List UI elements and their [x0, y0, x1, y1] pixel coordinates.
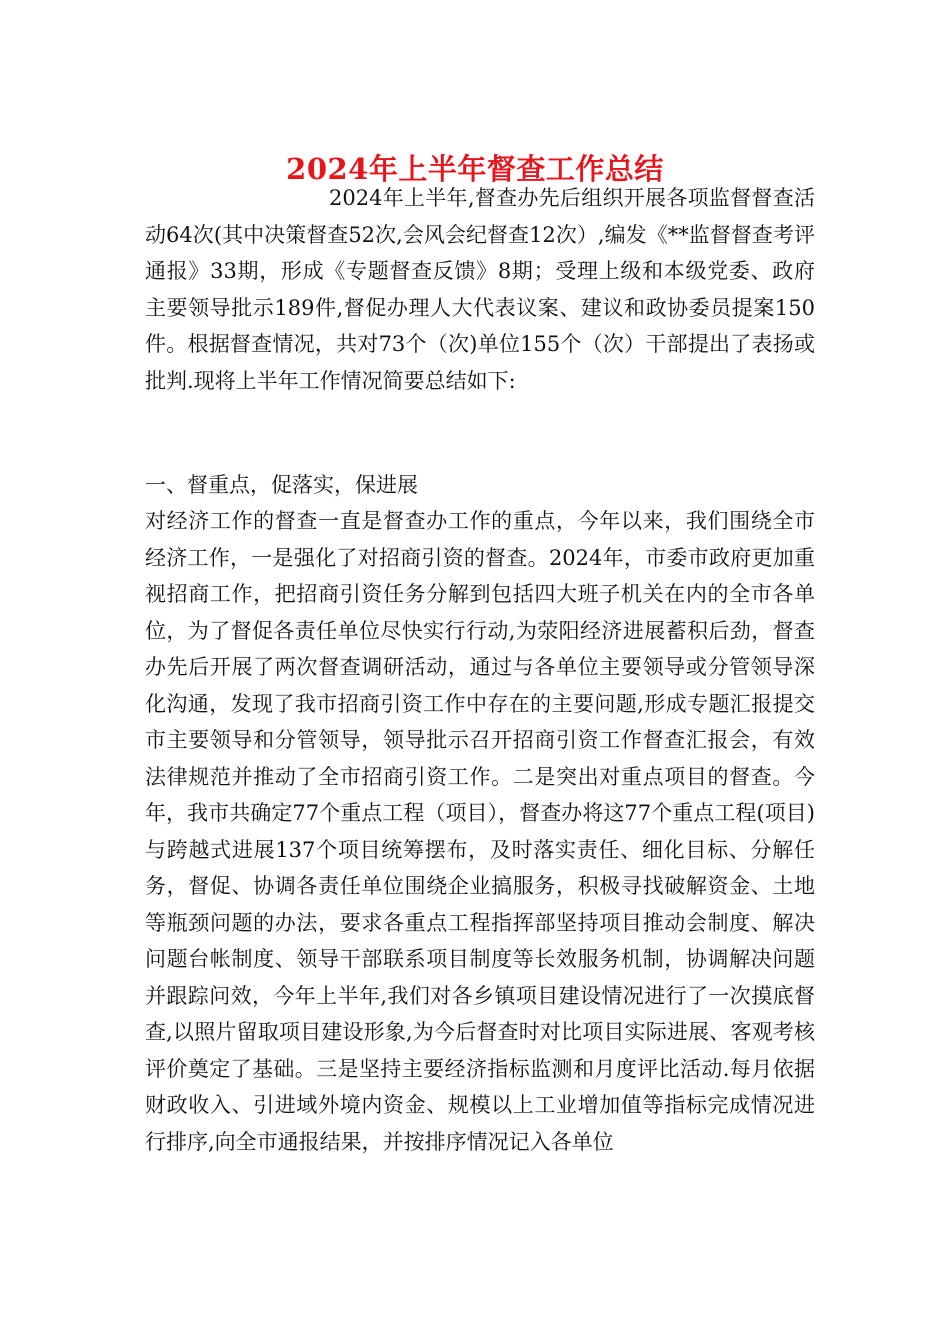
intro-paragraph: 2024年上半年,督查办先后组织开展各项监督督查活动64次(其中决策督查52次,会风会纪督查12次）,编发《**监督督查考评通报》33期，形成《专题督查反馈》8期；受理上级和本级党委、政府主要领导批示189件,督促办理人大代表议案、建议和政协委员提案150件。根据督查情况，共对73个（次)单位155个（次）干部提出了表扬或批判.现将上半年工作情况简要总结如下:: [145, 186, 815, 393]
section-paragraph: 对经济工作的督查一直是督查办工作的重点，今年以来，我们围绕全市经济工作，一是强化了对招商引资的督查。2024年，市委市政府更加重视招商工作，把招商引资任务分解到包括四大班子机关在内的全市各单位，为了督促各责任单位尽快实行行动,为荥阳经济进展蓄积后劲，督查办先后开展了两次督查调研活动，通过与各单位主要领导或分管领导深化沟通，发现了我市招商引资工作中存在的主要问题,形成专题汇报提交市主要领导和分管领导，领导批示召开招商引资工作督查汇报会，有效法律规范并推动了全市招商引资工作。二是突出对重点项目的督查。今年，我市共确定77个重点工程（项目），督查办将这77个重点工程(项目)与跨越式进展137个项目统筹摆布，及时落实责任、细化目标、分解任务，督促、协调各责任单位围绕企业搞服务，积极寻找破解资金、土地等瓶颈问题的办法，要求各重点工程指挥部坚持项目推动会制度、解决问题台帐制度、领导干部联系项目制度等长效服务机制，协调解决问题并跟踪问效，今年上半年,我们对各乡镇项目建设情况进行了一次摸底督查,以照片留取项目建设形象,为今后督查时对比项目实际进展、客观考核评价奠定了基础。三是坚持主要经济指标监测和月度评比活动.每月依据财政收入、引进域外境内资金、规模以上工业增加值等指标完成情况进行排序,向全市通报结果，并按排序情况记入各单位: [145, 509, 815, 1154]
section-heading: 一、督重点，促落实，保进展: [145, 473, 418, 497]
document-title: 2024年上半年督查工作总结: [286, 152, 664, 187]
